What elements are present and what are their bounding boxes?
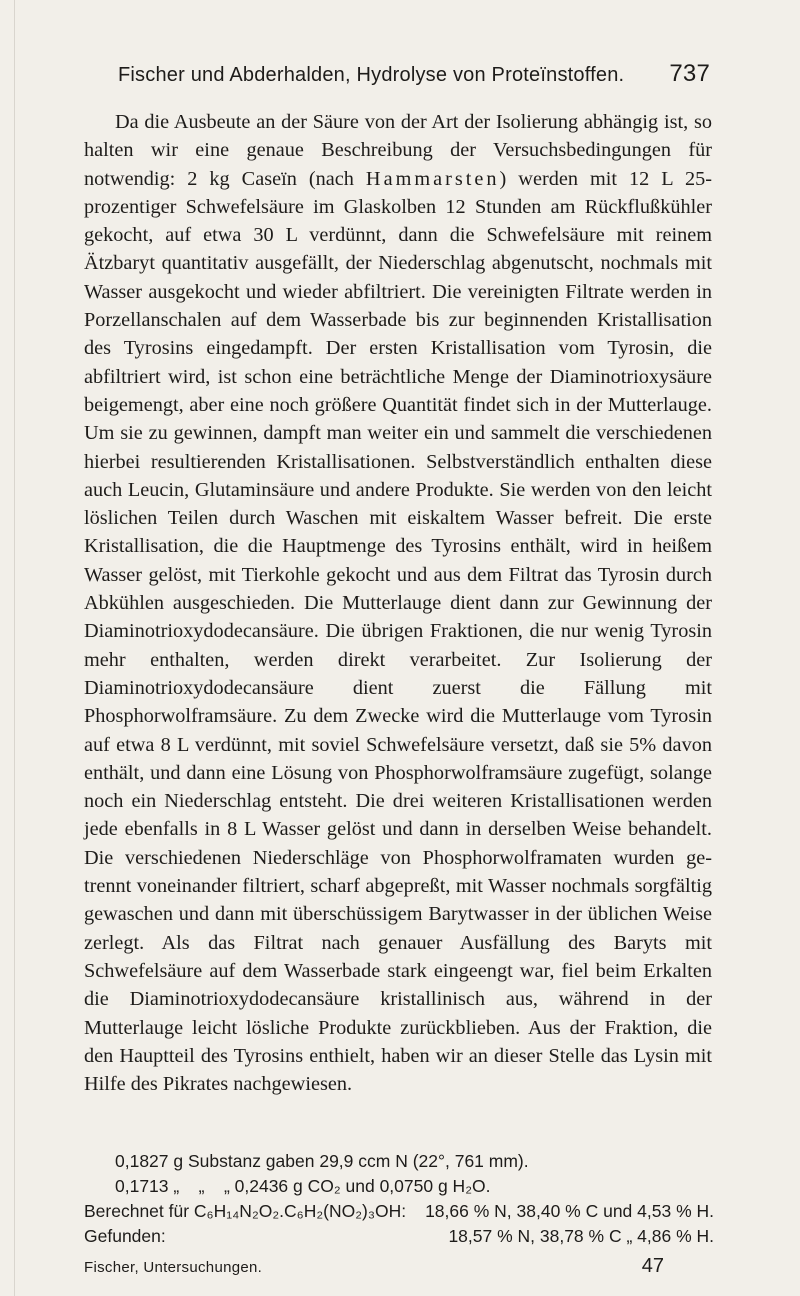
page-number: 737 [669,60,710,87]
signature-number: 47 [641,1255,664,1277]
paragraph-part-1: Da die Ausbeute an der Säure von der Art der Isolierung abhängig ist, so halten wir eine genaue Beschreibung der Versuchsbedingungen für notwendig: 2 kg Caseïn (nach [84,111,712,190]
main-paragraph [84,108,712,1098]
page-footer [84,1255,664,1278]
calculated-row [84,1199,714,1224]
running-title: Fischer und Abderhalden, Hydrolyse von Proteïnstoffen. [118,64,625,86]
calculated-label: Berechnet für C₆H₁₄N₂O₂.C₆H₂(NO₂)₃OH: [84,1201,407,1221]
analysis-line-2: 0,1713 „ „ „ 0,2436 g CO₂ und 0,0750 g H₂O. [115,1176,491,1196]
calculated-values: 18,66 % N, 38,40 % C und 4,53 % H. [425,1201,714,1221]
found-values: 18,57 % N, 38,78 % C „ 4,86 % H. [448,1226,714,1246]
analysis-block [84,1149,714,1249]
author-name-hammarsten: Hammarsten [365,167,500,190]
analysis-line-1: 0,1827 g Substanz gaben 29,9 ccm N (22°, 761 mm). [115,1151,529,1171]
source-note: Fischer, Untersuchungen. [84,1259,263,1276]
page-edge-line [14,0,15,1296]
paragraph-part-2: ) werden mit 12 L 25-prozentiger Schwefelsäure im Glaskolben 12 Stunden am Rückflußkühler gekocht, auf etwa 30 L verdünnt, dann die Schwefelsäure mit reinem Ätzbaryt quantitativ ausgefällt, der Niederschlag abgenutscht, nochmals mit Wasser ausgekocht und wieder abfiltriert. Die vereinigten Filtrate werden in Porzellanschalen auf dem Wasserbade bis zur beginnenden Kristallisation des Tyrosins eingedampft. Der ersten Kristallisation vom Tyrosin, die abfiltriert wird, ist schon eine beträchtliche Menge der Diaminotrioxysäure beigemengt, aber eine noch größere Quantität findet sich in der Mutterlauge. Um sie zu gewinnen, dampft man weiter ein und sammelt die verschiedenen hierbei resultierenden Kristallisationen. Selbstverständlich enthalten diese auch Leucin, Glutaminsäure und andere Produkte. Sie werden von den leicht löslichen Teilen durch Waschen mit eiskaltem Wasser befreit. Die erste Kristallisation, die die Hauptmenge des Tyrosins enthält, wird in heißem Wasser gelöst, mit Tierkohle gekocht und aus dem Filtrat das Tyrosin durch Abkühlen ausgeschieden. Die Mutterlauge dient dann zur Gewinnung der Diaminotrioxydodecansäure. Die übrigen Fraktionen, die nur wenig Tyrosin mehr enthalten, werden direkt verarbeitet. Zur Isolierung der Diaminotrioxydodecansäure dient zuerst die Fällung mit Phosphorwolframsäure. Zu dem Zwecke wird die Mutterlauge vom Tyrosin auf etwa 8 L verdünnt, mit soviel Schwefelsäure versetzt, daß sie 5% davon enthält, und dann eine Lösung von Phosphorwolframsäure zugefügt, solange noch ein Niederschlag entsteht. Die drei weiteren Kristallisationen werden jede ebenfalls in 8 L Wasser gelöst und dann in derselben Weise behandelt. Die verschiedenen Niederschläge von Phosphorwolframaten wurden getrennt voneinander filtriert, scharf abgepreßt, mit Wasser nochmals sorgfältig gewaschen und dann mit überschüssigem Barytwasser in der üblichen Weise zerlegt. Als das Filtrat nach genauer Ausfällung des Baryts mit Schwefelsäure auf dem Wasserbade stark eingeengt war, fiel beim Erkalten die Diaminotrioxydodecansäure kristallinisch aus, während in der Mutterlauge leicht lösliche Produkte zurückblieben. Aus der Fraktion, die den Hauptteil des Tyrosins enthielt, haben wir an dieser Stelle das Lysin mit Hilfe des Pikrates nachgewiesen. [84,167,712,1096]
running-header [118,60,710,88]
found-label: Gefunden: [84,1226,166,1246]
found-row [84,1224,714,1249]
